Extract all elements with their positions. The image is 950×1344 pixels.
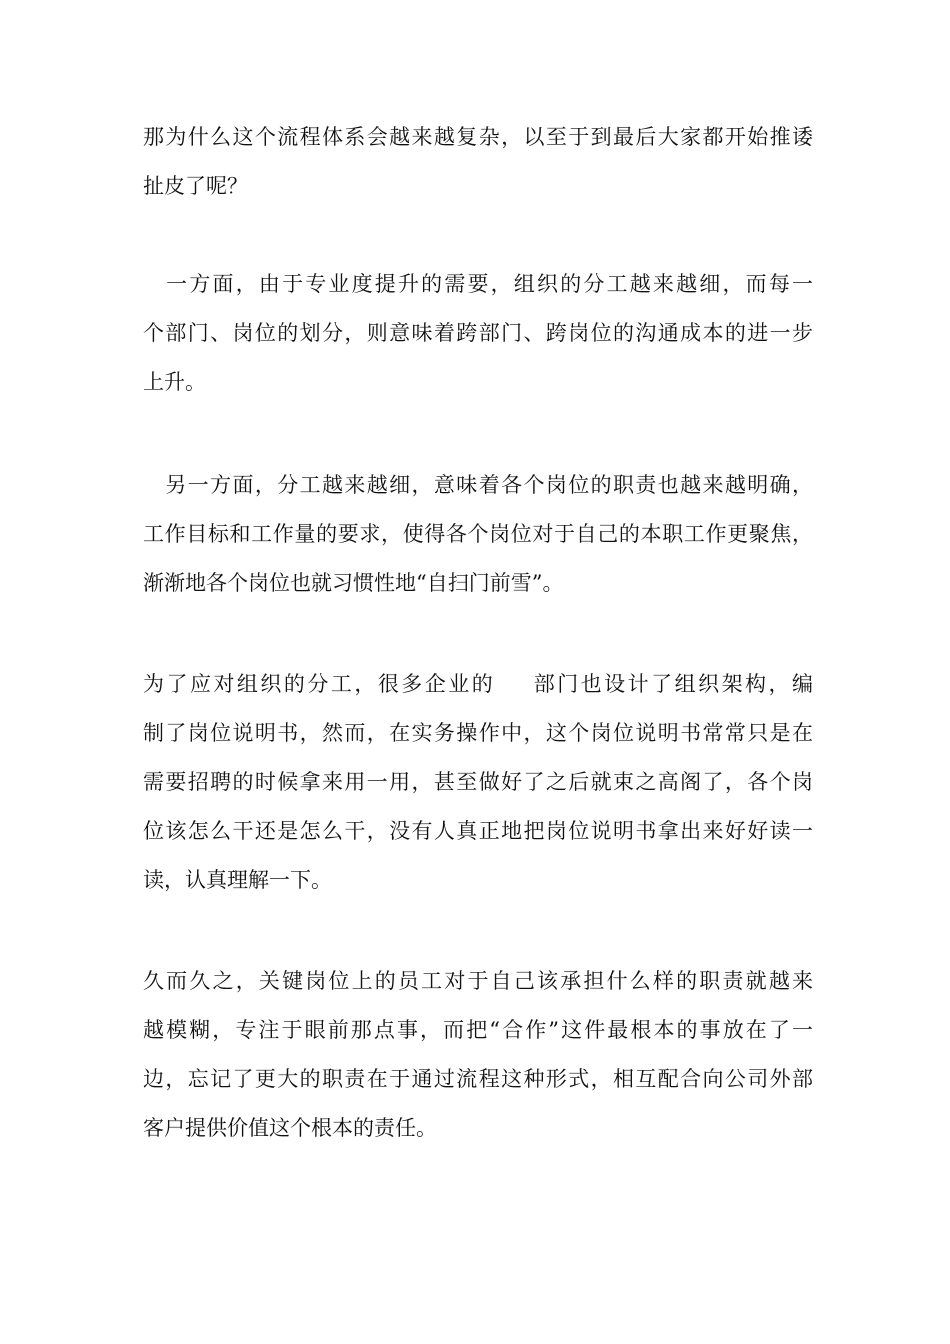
paragraph-4 — [143, 660, 813, 905]
paragraph-line: 上升。 — [143, 370, 206, 394]
paragraph-line-segment: 为了应对组织的分工，很多企业的 — [143, 672, 496, 696]
paragraph-1 — [143, 113, 813, 211]
paragraph-line: 久而久之，关键岗位上的员工对于自己该承担什么样的职责就越来 — [143, 969, 813, 993]
paragraph-line: 边，忘记了更大的职责在于通过流程这种形式，相互配合向公司外部 — [143, 1067, 813, 1091]
paragraph-line: 越模糊，专注于眼前那点事，而把“合作”这件最根本的事放在了一 — [143, 1018, 813, 1042]
paragraph-line: 另一方面，分工越来越细，意味着各个岗位的职责也越来越明确， — [143, 473, 813, 497]
paragraph-line: 一方面，由于专业度提升的需要，组织的分工越来越细，而每一 — [143, 272, 813, 296]
paragraph-line: 制了岗位说明书，然而，在实务操作中，这个岗位说明书常常只是在 — [143, 721, 813, 745]
paragraph-5 — [143, 957, 813, 1153]
paragraph-line: 客户提供价值这个根本的责任。 — [143, 1116, 437, 1140]
paragraph-line: 工作目标和工作量的要求，使得各个岗位对于自己的本职工作更聚焦， — [143, 522, 813, 546]
paragraph-line-split — [143, 660, 813, 709]
paragraph-3 — [143, 461, 813, 608]
paragraph-line: 需要招聘的时候拿来用一用，甚至做好了之后就束之高阁了，各个岗 — [143, 770, 813, 794]
paragraph-line: 位该怎么干还是怎么干，没有人真正地把岗位说明书拿出来好好读一 — [143, 819, 813, 843]
paragraph-line: 那为什么这个流程体系会越来越复杂，以至于到最后大家都开始推诿 — [143, 125, 813, 149]
paragraph-line: 扯皮了呢？ — [143, 174, 248, 198]
paragraph-line-segment: 部门也设计了组织架构，编 — [531, 672, 814, 696]
paragraph-line: 个部门、岗位的划分，则意味着跨部门、跨岗位的沟通成本的进一步 — [143, 321, 813, 345]
paragraph-2 — [143, 260, 813, 407]
paragraph-line: 渐渐地各个岗位也就习惯性地“自扫门前雪”。 — [143, 571, 564, 595]
paragraph-line: 读，认真理解一下。 — [143, 868, 332, 892]
